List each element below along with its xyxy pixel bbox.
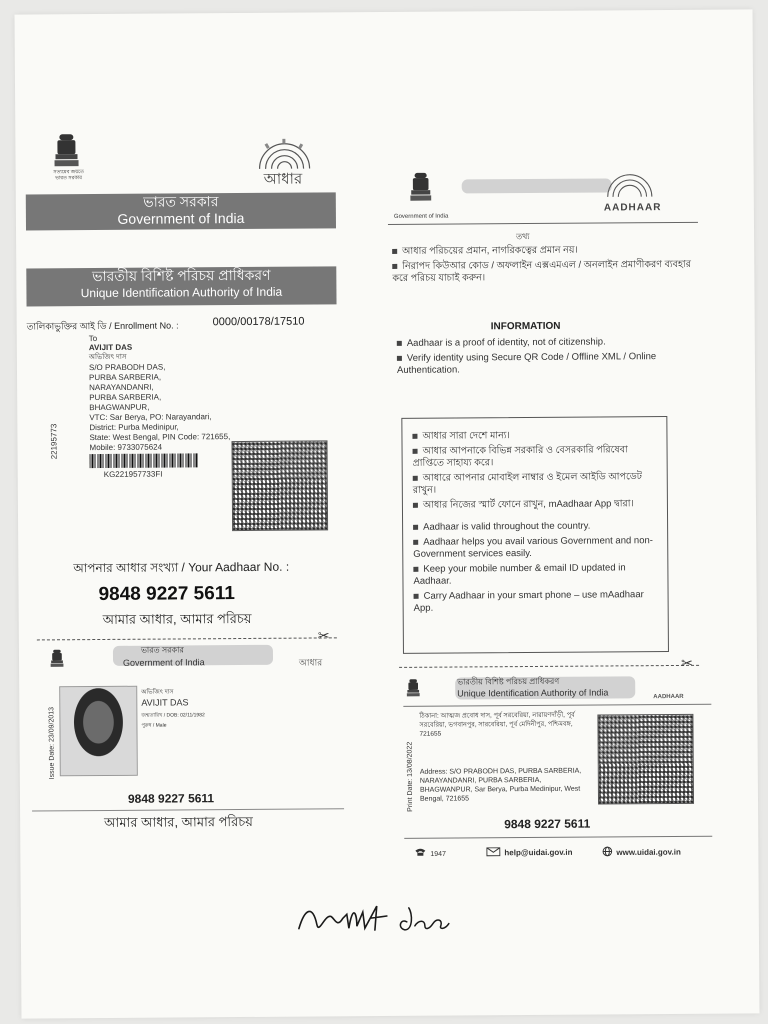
small-back-divider xyxy=(403,704,711,707)
tathya-heading: তথ্য xyxy=(516,231,530,242)
notice-bengali-points xyxy=(412,429,657,512)
notice-point-text: আধার নিজের স্মার্ট ফোনে রাখুন, mAadhaar App দ্বারা। xyxy=(422,498,634,511)
signature xyxy=(291,893,461,949)
small-uidai-bengali: ভারতীয় বিশিষ্ট পরিচয় প্রাধিকরণ xyxy=(457,676,560,687)
website-contact xyxy=(602,846,681,860)
mail-icon xyxy=(486,847,500,859)
address-line: District: Purba Medinipur, xyxy=(89,422,179,433)
address-line: BHAGWANPUR, xyxy=(89,402,150,413)
uidai-bengali: ভারতীয় বিশিষ্ট পরিচয় প্রাধিকরণ xyxy=(92,266,271,285)
address-line: Mobile: 9733075624 xyxy=(89,442,163,453)
divider xyxy=(32,808,344,811)
enrollment-number: 0000/00178/17510 xyxy=(212,315,305,329)
info-heading: INFORMATION xyxy=(490,320,561,333)
phone-icon xyxy=(414,848,426,861)
address-line: S/O PRABODH DAS, xyxy=(88,362,166,373)
notice-point-text: আধার আপনাকে বিভিন্ন সরকারি ও বেসরকারি পরিষেবা প্রাপ্তিতে সাহায্য করে। xyxy=(412,444,628,469)
notice-point-text: আধার সারা দেশে মান্য। xyxy=(422,430,510,442)
notice-box xyxy=(401,416,669,654)
small-uidai-english: Unique Identification Authority of India xyxy=(457,687,609,699)
bengali-point xyxy=(392,259,692,285)
notice-point-text: Carry Aadhaar in your smart phone – use mAadhaar App. xyxy=(413,589,644,614)
email-contact xyxy=(486,847,572,860)
address-line: VTC: Sar Berya, PO: Narayandari, xyxy=(89,412,212,423)
back-aadhaar-logo-text: AADHAAR xyxy=(603,202,662,214)
back-english-points xyxy=(397,336,677,380)
address-line: PURBA SARBERIA, xyxy=(89,392,162,403)
notice-english-point xyxy=(413,562,657,588)
print-date: Print Date: 13/08/2022 xyxy=(406,741,415,812)
qr-code xyxy=(231,440,328,531)
notice-english-point xyxy=(414,589,658,615)
divider xyxy=(388,222,698,225)
signature-text: Avijit das xyxy=(290,894,295,896)
english-point-text: Aadhaar is a proof of identity, not of citizenship. xyxy=(406,336,606,349)
phone-contact xyxy=(414,848,446,861)
govt-bengali: ভারত সরকার xyxy=(143,193,219,210)
small-qr-code xyxy=(597,714,694,805)
issue-date: Issue Date: 23/09/2013 xyxy=(48,706,56,780)
english-point xyxy=(397,351,677,377)
small-aadhaar-logo-text: আধার xyxy=(299,657,323,668)
emblem-icon xyxy=(51,132,81,168)
notice-point-text: Aadhaar is valid throughout the country. xyxy=(423,520,591,533)
uidai-banner xyxy=(26,266,336,306)
small-address-english: Address: S/O PRABODH DAS, PURBA SARBERIA, NARAYANDANRI, PURBA SARBERIA, BHAGWANPUR, Sar Berya, Purba Medinipur, West Bengal, 721655 xyxy=(419,767,582,803)
tagline: আমার আধার, আমার পরিচয় xyxy=(102,610,252,627)
notice-english-point xyxy=(413,520,657,534)
small-name-bengali: অভিজিৎ দাস xyxy=(141,689,174,696)
cut-line xyxy=(399,665,699,668)
notice-point-text: আধারে আপনার মোবাইল নাম্বার ও ইমেল আইডি আপডেট রাখুন। xyxy=(412,471,642,496)
govt-english: Government of India xyxy=(117,209,245,227)
email-address: help@uidai.gov.in xyxy=(504,847,573,858)
emblem-caption: সত্যমেব জয়তে ভারত সরকার xyxy=(53,169,84,182)
small-dob: জন্মতারিখ / DOB: 02/11/1982 xyxy=(141,712,205,719)
notice-english-point xyxy=(413,535,657,561)
back-bengali-points xyxy=(392,244,692,288)
barcode-text: KG221957733FI xyxy=(103,469,163,479)
small-name: AVIJIT DAS xyxy=(141,697,189,708)
recipient-name-bengali: অভিজিৎ দাস xyxy=(88,353,127,362)
cut-line xyxy=(37,637,337,640)
address-line: State: West Bengal, PIN Code: 721655, xyxy=(89,432,231,443)
phone-number: 1947 xyxy=(430,850,446,859)
small-address-bengali: ঠিকানা: আত্মজ প্রবোধ দাস, পূর্ব সরবেরিয়া, নারায়ণদাঁড়ী, পূর্ব সরবেরিয়া, ভগবানপুর, সারবেরিয়া, পূর্ব মেদিনীপুর, পশ্চিমবঙ্গ, 721655 xyxy=(419,711,575,738)
bengali-point-text: আধার পরিচয়ের প্রমান, নাগরিকত্বের প্রমান নয়। xyxy=(402,244,578,257)
notice-point-text: Aadhaar helps you avail various Government and non-Government services easily. xyxy=(413,535,653,560)
back-emblem-icon xyxy=(408,170,434,204)
photo xyxy=(59,686,138,777)
english-point xyxy=(397,336,677,350)
aadhaar-logo-text: আধার xyxy=(263,170,303,188)
notice-bengali-point xyxy=(413,444,657,470)
small-back-aadhaar-number: 9848 9227 5611 xyxy=(504,816,591,832)
enrollment-label: তালিকাভুক্তির আই ডি / Enrollment No. : xyxy=(26,320,179,332)
small-back-emblem-icon xyxy=(405,676,421,700)
recipient-name: AVIJIT DAS xyxy=(88,342,133,353)
redaction-mark xyxy=(462,178,612,193)
website-url: www.uidai.gov.in xyxy=(616,847,681,858)
small-back-logo-text: AADHAAR xyxy=(653,693,684,701)
globe-icon xyxy=(602,846,612,859)
small-emblem-icon xyxy=(49,646,65,670)
address-line: NARAYANDANRI, xyxy=(89,382,154,393)
bengali-point-text: নিরাপদ কিউআর কোড / অফলাইন এক্সএমএল / অনলাইন প্রমাণীকরণ ব্যবহার করে পরিচয় যাচাই করুন। xyxy=(392,258,691,284)
scanned-sheet xyxy=(15,9,760,1018)
address-block xyxy=(89,362,290,453)
notice-bengali-point xyxy=(413,498,657,512)
notice-bengali-point xyxy=(412,429,656,443)
scissors-icon: ✂ xyxy=(680,654,693,671)
bengali-point xyxy=(392,244,692,258)
back-govt-caption: Government of India xyxy=(393,213,449,220)
address-line: PURBA SARBERIA, xyxy=(89,372,162,383)
to-label: To xyxy=(88,334,98,344)
notice-english-points xyxy=(413,520,658,615)
small-back-divider xyxy=(404,836,712,839)
scissors-icon: ✂ xyxy=(317,627,330,644)
govt-banner xyxy=(26,192,336,230)
back-aadhaar-logo-icon xyxy=(598,170,662,200)
uidai-english: Unique Identification Authority of India xyxy=(80,284,283,301)
barcode xyxy=(90,453,198,468)
aadhaar-number-label: আপনার আধার সংখ্যা / Your Aadhaar No. : xyxy=(73,559,290,576)
aadhaar-number: 9848 9227 5611 xyxy=(98,583,235,606)
small-gender: পুরুষ / Male xyxy=(141,722,167,729)
small-govt-english: Government of India xyxy=(122,657,205,668)
notice-bengali-point xyxy=(413,471,657,497)
small-tagline: আমার আধার, আমার পরিচয় xyxy=(104,813,253,830)
small-aadhaar-number: 9848 9227 5611 xyxy=(127,791,215,806)
english-point-text: Verify identity using Secure QR Code / Offline XML / Online Authentication. xyxy=(396,351,657,376)
small-govt-bengali: ভারত সরকার xyxy=(140,645,184,655)
side-number: 22195773 xyxy=(49,423,59,460)
notice-point-text: Keep your mobile number & email ID updated in Aadhaar. xyxy=(413,562,626,587)
